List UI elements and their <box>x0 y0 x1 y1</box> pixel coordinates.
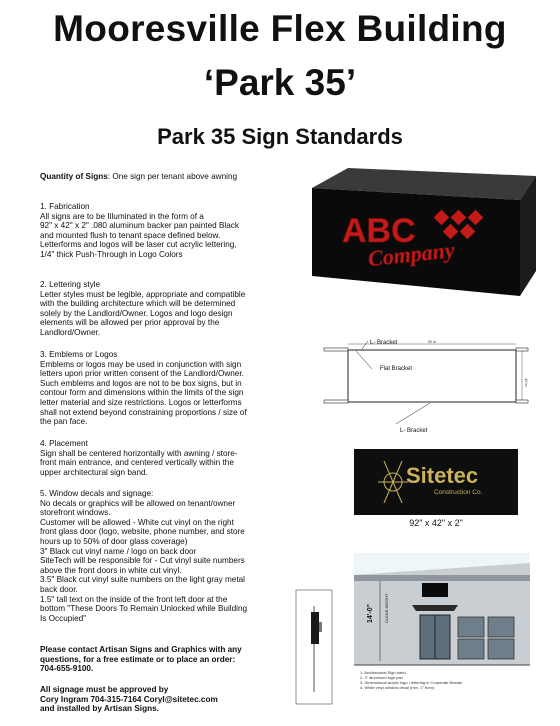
quantity-line <box>40 172 298 182</box>
awning <box>412 605 458 611</box>
note-line: 1. Architectural Sign band <box>360 670 406 675</box>
section-line: Sign shall be centered horizontally with awning / store- <box>40 448 238 458</box>
contact-line: 704-655-9100. <box>40 664 94 674</box>
right-bracket-top <box>516 348 528 351</box>
section-line: above the front doors in white cut vinyl. <box>40 565 182 575</box>
quantity-label: Quantity of Signs <box>40 172 108 181</box>
section-line: Letterforms and logos will be laser cut acrylic lettering, <box>40 240 237 250</box>
approval-line: Cory Ingram 704-315-7164 CoryI@sitetec.com <box>40 694 218 704</box>
approval-block <box>40 685 298 714</box>
sign-band <box>354 575 530 581</box>
note-line: 3. Dimensional acrylic logo / lettering in Corporate Brands <box>360 680 463 685</box>
section-heading: 1. Fabrication <box>40 202 90 211</box>
section-line: letter material and size restrictions. Logos or letterforms <box>40 397 242 407</box>
section-line: and mounted flush to tenant space defined below. <box>40 230 221 240</box>
section-line: back door. <box>40 584 78 594</box>
quantity-text: : One sign per tenant above awning <box>107 172 238 181</box>
section-line: Emblems or logos may be used in conjunction with sign <box>40 359 242 369</box>
window-upper <box>458 617 484 637</box>
right-bracket-bottom <box>516 400 528 403</box>
clear-height-label: CLEAR HEIGHT <box>384 593 389 623</box>
sitetec-sign <box>354 449 518 515</box>
section-line: contour form and dimensions within the limits of the sign <box>40 388 244 398</box>
section-heading: 2. Lettering style <box>40 280 101 289</box>
section-line: Landlord/Owner. <box>40 327 101 337</box>
sample-sign-figure <box>308 166 538 306</box>
section-detail-sketch <box>294 588 334 706</box>
window-lower <box>458 639 484 659</box>
section-line: No decals or graphics will be allowed on tenant/owner <box>40 498 236 508</box>
section-line: with the building architecture which will be determined <box>40 299 236 309</box>
section-emblems <box>40 350 298 427</box>
section-line: 92" x 42" x 2" .080 aluminum backer pan painted Black <box>40 221 239 231</box>
section-line: bottom "These Doors To Remain Unlocked while Building <box>40 604 248 614</box>
section-lettering <box>40 280 298 338</box>
height-dimension: 42 in <box>524 378 529 387</box>
contact-block <box>40 645 298 674</box>
left-bracket-bottom <box>324 400 348 403</box>
l-bracket-bottom-leader <box>396 403 430 424</box>
l-bracket-leader <box>362 341 368 349</box>
sign-size-caption: 92" x 42" x 2" <box>409 518 463 528</box>
section-fabrication <box>40 202 298 260</box>
contact-line: questions, for a free estimate or to place an order: <box>40 654 236 664</box>
sign-profile <box>311 612 319 644</box>
section-line: Letter styles must be legible, appropriate and compatible <box>40 289 246 299</box>
flat-bracket-leader <box>356 351 372 369</box>
section-line: SiteTech will be responsible for - Cut vinyl suite numbers <box>40 556 245 566</box>
contact-line: Please contact Artisan Signs and Graphics with any <box>40 645 242 654</box>
approval-line: and installed by Artisan Signs. <box>40 704 159 714</box>
section-line: the pan face. <box>40 417 88 427</box>
approval-line: All signage must be approved by <box>40 685 169 694</box>
section-line: elements will be allowed per prior approval by the <box>40 318 220 328</box>
bracket-profile <box>319 622 322 632</box>
left-bracket-top <box>324 348 348 351</box>
sitetec-sub: Construction Co. <box>434 489 483 496</box>
project-name: ‘Park 35’ <box>203 62 357 103</box>
clear-height-value: 14'-0" <box>367 604 374 623</box>
section-window <box>40 489 298 623</box>
section-line: shall not extend beyond constraining proportions / size of <box>40 407 247 417</box>
section-line: Is Occupied" <box>40 613 87 623</box>
width-dimension: 92 in <box>427 339 437 344</box>
section-heading: 3. Emblems or Logos <box>40 350 118 359</box>
section-line: All signs are to be Illuminated in the form of a <box>40 211 204 221</box>
flat-bracket-label: Flat Bracket <box>380 366 413 372</box>
section-line: Such emblems and logos are not to be box signs, but in <box>40 378 242 388</box>
section-line: letters upon prior written consent of the Landlord/Owner. <box>40 369 244 379</box>
page-subtitle: Park 35 Sign Standards <box>157 124 403 149</box>
section-line: 3" Black cut vinyl name / logo on back door <box>40 546 197 556</box>
l-bracket-bottom-label: L- Bracket <box>400 428 428 434</box>
sample-logo-word1: ABC <box>342 212 416 250</box>
l-bracket-top-label: L- Bracket <box>370 340 398 346</box>
section-heading: 5. Window decals and signage: <box>40 489 154 498</box>
section-line: upper architectural sign band. <box>40 467 148 477</box>
window-lower <box>488 639 514 659</box>
building-elevation <box>354 553 530 715</box>
section-line: storefront windows. <box>40 508 111 518</box>
section-heading: 4. Placement <box>40 439 88 448</box>
page-title: Mooresville Flex Building <box>53 8 507 49</box>
section-line: hours up to 50% of door glass coverage) <box>40 536 188 546</box>
tenant-sign <box>422 583 448 597</box>
section-line: 1/4" thick Push-Through in Logo Colors <box>40 249 183 259</box>
section-line: front main entrance, and centered vertically within the <box>40 458 234 468</box>
section-placement <box>40 439 298 477</box>
note-line: 4. White vinyl window decal (min. 1" from) <box>360 685 435 690</box>
sign-pan-outline <box>348 350 516 402</box>
section-line: 1.5" tall text on the inside of the front left door at the <box>40 594 228 604</box>
section-line: front glass door (logo, website, phone number, and store <box>40 527 245 537</box>
note-line: 2. 2" aluminum sign pan <box>360 675 403 680</box>
sample-logo-word2: Company <box>366 237 456 272</box>
window-upper <box>488 617 514 637</box>
section-line: 3.5" Black cut vinyl suite numbers on the light gray metal <box>40 575 245 585</box>
sitetec-name: Sitetec <box>406 463 479 488</box>
elevation-notes <box>360 670 530 690</box>
bracket-diagram <box>320 336 530 436</box>
section-line: solely by the Landlord/Owner. Logos and logo design <box>40 308 233 318</box>
section-line: Customer will be allowed - White cut vinyl on the right <box>40 517 234 527</box>
